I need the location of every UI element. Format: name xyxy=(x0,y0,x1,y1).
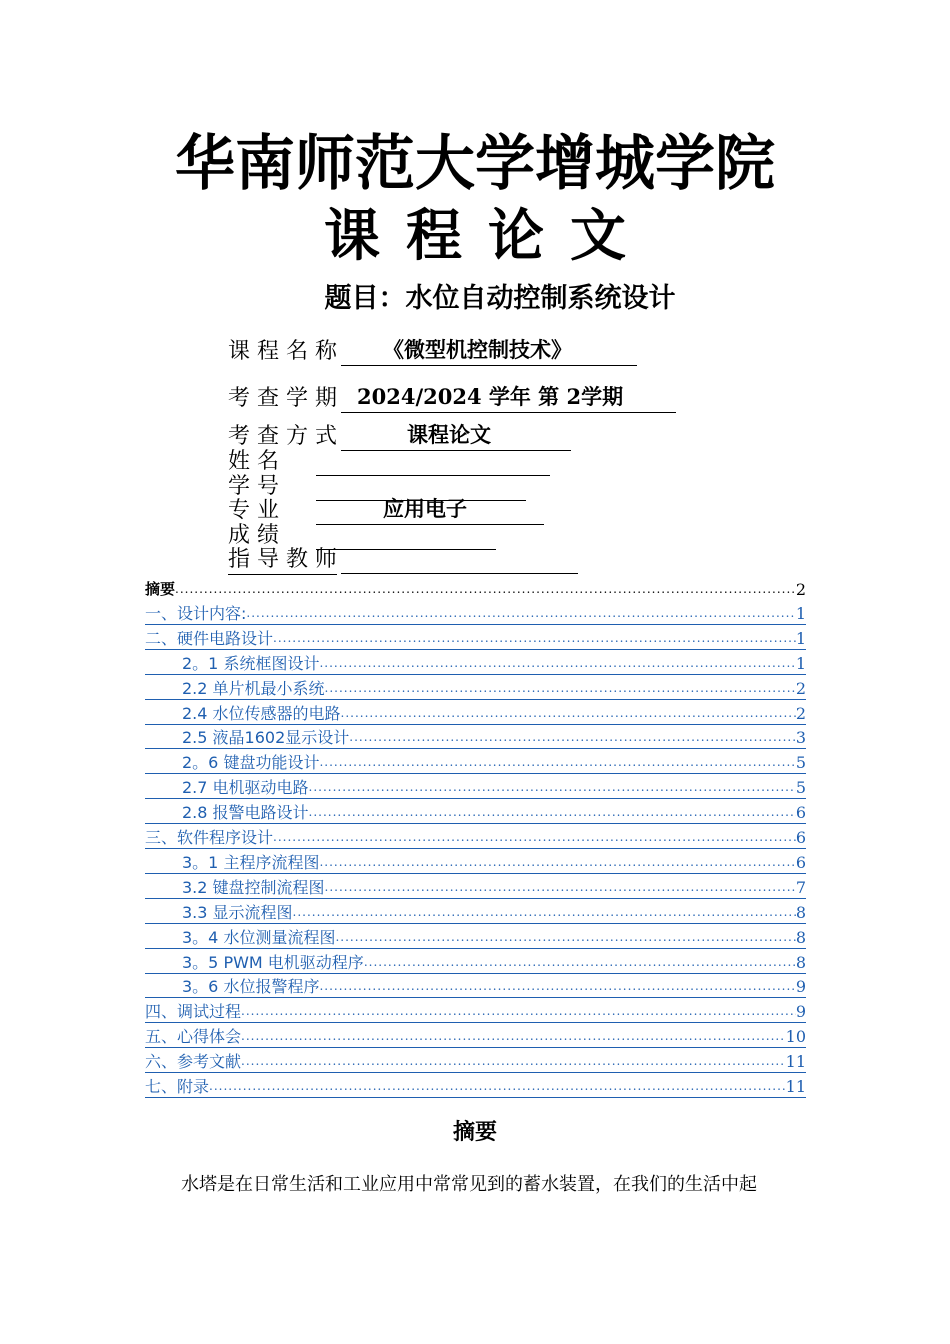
toc-leader-dots xyxy=(319,653,795,675)
term-label: 考 查 学 期 xyxy=(228,386,337,411)
method-label: 考 查 方 式 xyxy=(228,424,337,449)
grade-label: 成 绩 xyxy=(228,523,279,548)
toc-entry-title: 2.2 单片机最小系统 xyxy=(145,678,325,700)
toc-entry[interactable] xyxy=(145,949,806,974)
toc-entry-title: 二、硬件电路设计 xyxy=(145,628,274,648)
toc-leader-dots xyxy=(325,877,796,899)
toc-leader-dots xyxy=(319,976,795,998)
toc-page-number: 5 xyxy=(795,778,806,798)
toc-page-number: 6 xyxy=(795,852,806,872)
toc-page-number: 2 xyxy=(795,580,806,599)
toc-entry[interactable] xyxy=(145,849,806,874)
toc-entry-title: 2.7 电机驱动电路 xyxy=(145,777,309,799)
abstract-body: 水塔是在日常生活和工业应用中常常见到的蓄水装置，在我们的生活中起 xyxy=(181,1174,757,1195)
advisor-field[interactable] xyxy=(341,545,578,574)
toc-page-number: 8 xyxy=(795,952,806,972)
toc-page-number: 2 xyxy=(795,703,806,723)
course-name-value: 《微型机控制技术》 xyxy=(383,338,572,362)
toc-entry-title: 摘要 xyxy=(145,580,176,598)
toc-entry[interactable] xyxy=(145,899,806,924)
toc-entry-title: 七、附录 xyxy=(145,1077,210,1096)
toc-leader-dots xyxy=(293,902,796,924)
toc-entry-title: 3.3 显示流程图 xyxy=(145,902,293,924)
term-value: 2024/2024 学年 第 2学期 xyxy=(357,384,624,409)
toc-leader-dots xyxy=(364,952,796,974)
toc-entry[interactable] xyxy=(145,774,806,799)
term-field[interactable] xyxy=(341,384,676,413)
toc-entry xyxy=(145,575,806,600)
toc-entry[interactable] xyxy=(145,799,806,824)
toc-page-number: 5 xyxy=(795,753,806,773)
toc-page-number: 11 xyxy=(785,1052,806,1072)
toc-page-number: 10 xyxy=(785,1027,806,1047)
toc-leader-dots xyxy=(335,927,795,949)
toc-entry[interactable] xyxy=(145,973,806,998)
toc-entry[interactable] xyxy=(145,600,806,625)
toc-page-number: 2 xyxy=(795,678,806,698)
toc-entry[interactable] xyxy=(145,924,806,949)
toc-entry[interactable] xyxy=(145,1073,806,1098)
toc-entry-title: 五、心得体会 xyxy=(145,1027,242,1047)
toc-entry-title: 2.4 水位传感器的电路 xyxy=(145,703,341,725)
toc-leader-dots xyxy=(241,1026,786,1048)
course-name-field[interactable] xyxy=(341,337,637,366)
toc-entry[interactable] xyxy=(145,824,806,849)
toc-leader-dots xyxy=(175,579,796,600)
toc-page-number: 1 xyxy=(795,603,806,623)
toc-page-number: 8 xyxy=(795,902,806,922)
toc-leader-dots xyxy=(319,752,795,774)
toc-page-number: 7 xyxy=(795,877,806,897)
toc-page-number: 9 xyxy=(795,1002,806,1022)
toc-leader-dots xyxy=(273,628,796,650)
toc-entry-title: 三、软件程序设计 xyxy=(145,828,274,847)
toc-entry[interactable] xyxy=(145,724,806,749)
toc-entry[interactable] xyxy=(145,625,806,650)
toc-entry[interactable] xyxy=(145,675,806,700)
toc-page-number: 1 xyxy=(795,653,806,673)
toc-entry-title: 3。1 主程序流程图 xyxy=(145,852,319,874)
toc-page-number: 6 xyxy=(795,828,806,847)
toc-entry[interactable] xyxy=(145,650,806,675)
toc-entry-title: 2.8 报警电路设计 xyxy=(145,802,309,824)
toc-leader-dots xyxy=(246,603,795,625)
toc-leader-dots xyxy=(273,827,796,849)
toc-entry-title: 3.2 键盘控制流程图 xyxy=(145,877,325,899)
toc-page-number: 1 xyxy=(795,628,806,648)
toc-leader-dots xyxy=(319,852,795,874)
abstract-heading: 摘要 xyxy=(452,1120,497,1145)
toc-leader-dots xyxy=(241,1051,786,1073)
toc-entry-title: 2。1 系统框图设计 xyxy=(145,653,319,675)
paper-type-char: 文 xyxy=(570,204,626,269)
paper-topic: 题目：水位自动控制系统设计 xyxy=(324,283,676,314)
toc-leader-dots xyxy=(241,1001,796,1023)
paper-type-char: 课 xyxy=(324,204,380,269)
paper-type-char: 程 xyxy=(406,204,462,269)
toc-leader-dots xyxy=(209,1076,786,1098)
toc-entry-title: 六、参考文献 xyxy=(145,1052,242,1072)
paper-type-title xyxy=(0,202,950,272)
toc-entry[interactable] xyxy=(145,998,806,1023)
major-label: 专 业 xyxy=(228,498,279,523)
toc-entry[interactable] xyxy=(145,700,806,725)
toc-entry[interactable] xyxy=(145,1048,806,1073)
toc-entry-title: 3。6 水位报警程序 xyxy=(145,976,319,998)
toc-entry-title: 2。6 键盘功能设计 xyxy=(145,752,319,774)
toc-page-number: 11 xyxy=(785,1077,806,1096)
toc-leader-dots xyxy=(341,703,796,725)
toc-page-number: 6 xyxy=(795,803,806,823)
advisor-label: 指 导 教 师 xyxy=(228,546,337,575)
course-name-label: 课 程 名 称 xyxy=(228,339,337,364)
paper-type-char: 论 xyxy=(488,204,544,269)
toc-leader-dots xyxy=(309,777,796,799)
toc-page-number: 9 xyxy=(795,977,806,997)
toc-page-number: 3 xyxy=(795,728,806,748)
toc-entry[interactable] xyxy=(145,749,806,774)
toc-entry-title: 3。5 PWM 电机驱动程序 xyxy=(145,952,364,974)
toc-entry-title: 2.5 液晶1602显示设计 xyxy=(145,727,349,749)
toc-entry[interactable] xyxy=(145,874,806,899)
toc-entry-title: 3。4 水位测量流程图 xyxy=(145,927,335,949)
university-title: 华南师范大学增城学院 xyxy=(175,129,775,199)
student-id-label: 学 号 xyxy=(228,474,279,499)
toc-leader-dots xyxy=(325,678,796,700)
toc-entry-title: 四、调试过程 xyxy=(145,1002,242,1022)
name-label: 姓 名 xyxy=(228,449,279,474)
major-value: 应用电子 xyxy=(383,497,467,521)
toc-page-number: 8 xyxy=(795,927,806,947)
toc-leader-dots xyxy=(349,727,796,749)
toc-leader-dots xyxy=(309,802,796,824)
toc-entry-title: 一、设计内容: xyxy=(145,603,247,623)
toc-entry[interactable] xyxy=(145,1023,806,1048)
method-value: 课程论文 xyxy=(407,423,491,447)
